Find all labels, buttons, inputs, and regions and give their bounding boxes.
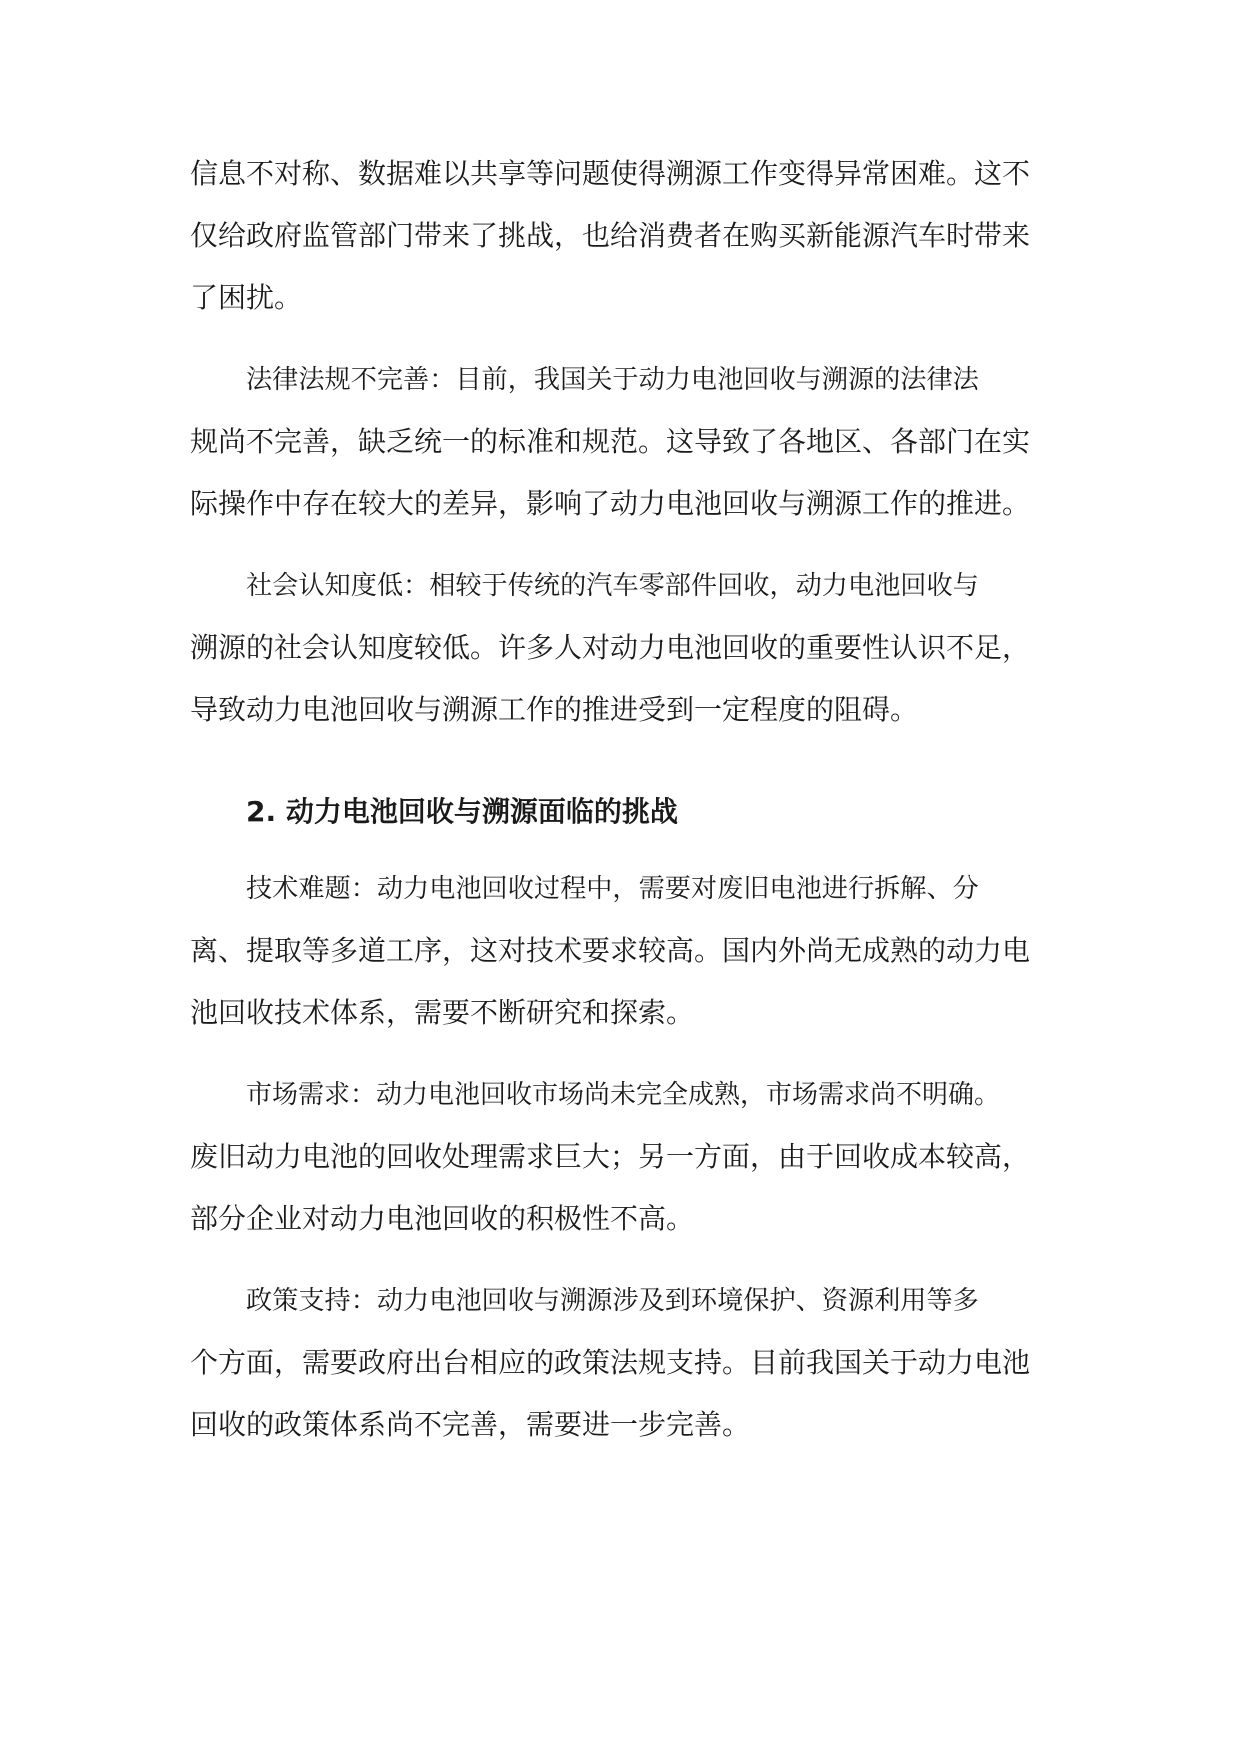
text-line: 池回收技术体系，需要不断研究和探索。	[190, 996, 695, 1029]
text-line: 技术难题：动力电池回收过程中，需要对废旧电池进行拆解、分	[246, 874, 979, 904]
text-line: 离、提取等多道工序，这对技术要求较高。国内外尚无成熟的动力电	[190, 934, 1031, 967]
text-line: 部分企业对动力电池回收的积极性不高。	[190, 1202, 695, 1235]
text-line: 导致动力电池回收与溯源工作的推进受到一定程度的阻碍。	[190, 693, 919, 726]
text-line: 规尚不完善，缺乏统一的标准和规范。这导致了各地区、各部门在实	[190, 425, 1031, 458]
text-line: 市场需求：动力电池回收市场尚未完全成熟，市场需求尚不明确。	[246, 1080, 1001, 1110]
text-line: 个方面，需要政府出台相应的政策法规支持。目前我国关于动力电池	[190, 1346, 1031, 1379]
text-line: 废旧动力电池的回收处理需求巨大；另一方面，由于回收成本较高，	[190, 1140, 1031, 1173]
text-line: 溯源的社会认知度较低。许多人对动力电池回收的重要性认识不足，	[190, 631, 1031, 664]
text-line: 信息不对称、数据难以共享等问题使得溯源工作变得异常困难。这不	[190, 157, 1031, 190]
paragraph-technical-challenges	[190, 858, 1052, 1044]
text-line: 法律法规不完善：目前，我国关于动力电池回收与溯源的法律法	[246, 365, 979, 395]
paragraph-social-awareness	[190, 555, 1052, 741]
text-line: 际操作中存在较大的差异，影响了动力电池回收与溯源工作的推进。	[190, 487, 1031, 520]
text-line: 政策支持：动力电池回收与溯源涉及到环境保护、资源利用等多	[246, 1286, 979, 1316]
text-line: 仅给政府监管部门带来了挑战，也给消费者在购买新能源汽车时带来	[190, 219, 1031, 252]
paragraph-policy-support	[190, 1270, 1052, 1456]
section-heading: 2. 动力电池回收与溯源面临的挑战	[246, 795, 678, 828]
text-line: 了困扰。	[190, 281, 303, 314]
document-body	[190, 143, 1052, 1476]
paragraph-traceability-difficulty	[190, 143, 1052, 329]
text-line: 回收的政策体系尚不完善，需要进一步完善。	[190, 1408, 751, 1441]
paragraph-market-demand	[190, 1064, 1052, 1250]
text-line: 社会认知度低：相较于传统的汽车零部件回收，动力电池回收与	[246, 571, 979, 601]
paragraph-laws-regulations	[190, 349, 1052, 535]
